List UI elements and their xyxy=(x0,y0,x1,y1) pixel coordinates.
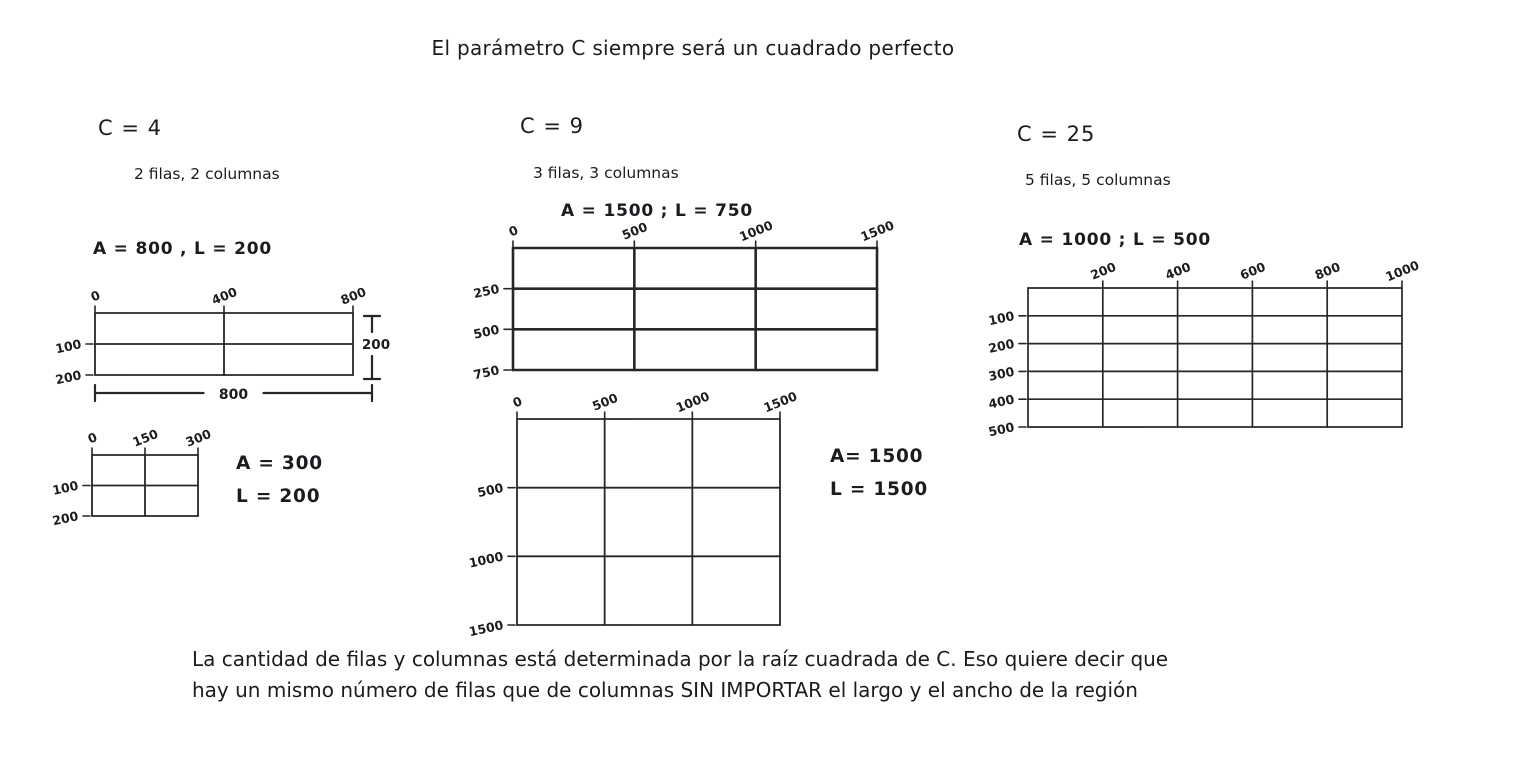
c4-subtitle: 2 filas, 2 columnas xyxy=(134,165,280,183)
svg-text:800: 800 xyxy=(1312,258,1343,283)
footer-line-1: La cantidad de filas y columnas está determinada por la raíz cuadrada de C. Eso quiere decir que xyxy=(192,647,1169,671)
c25-dims-label: A = 1000 ; L = 500 xyxy=(1019,230,1211,250)
svg-text:800: 800 xyxy=(338,283,369,308)
svg-text:0: 0 xyxy=(85,429,100,447)
c25-subtitle: 5 filas, 5 columnas xyxy=(1025,171,1171,189)
c4-small-area-label: A = 300 xyxy=(236,453,323,474)
svg-text:500: 500 xyxy=(590,389,620,414)
svg-text:0: 0 xyxy=(510,393,525,411)
svg-text:1000: 1000 xyxy=(737,217,775,245)
svg-text:400: 400 xyxy=(1163,258,1193,283)
svg-text:100: 100 xyxy=(50,477,80,498)
svg-text:500: 500 xyxy=(986,419,1016,440)
c9-dims-label: A = 1500 ; L = 750 xyxy=(561,201,753,221)
svg-text:200: 200 xyxy=(361,337,391,353)
svg-text:100: 100 xyxy=(53,336,83,357)
svg-text:300: 300 xyxy=(183,425,214,450)
diagram-title: El parámetro C siempre será un cuadrado perfecto xyxy=(431,36,955,60)
footer-line-2: hay un mismo número de filas que de columnas SIN IMPORTAR el largo y el ancho de la región xyxy=(192,677,1138,702)
svg-text:500: 500 xyxy=(475,479,505,501)
svg-text:1500: 1500 xyxy=(761,388,800,416)
c9-heading: C = 9 xyxy=(520,114,584,138)
svg-text:0: 0 xyxy=(506,222,521,240)
svg-text:150: 150 xyxy=(130,425,161,450)
svg-text:800: 800 xyxy=(218,387,249,403)
c4-grid-small-labels xyxy=(236,447,323,513)
svg-text:100: 100 xyxy=(986,308,1016,329)
svg-text:600: 600 xyxy=(1237,258,1268,283)
svg-text:200: 200 xyxy=(53,367,83,388)
svg-text:200: 200 xyxy=(986,335,1016,356)
c4-small-length-label: L = 200 xyxy=(236,486,321,507)
c25-heading: C = 25 xyxy=(1017,122,1096,146)
svg-text:200: 200 xyxy=(50,508,80,529)
svg-text:0: 0 xyxy=(88,287,103,305)
svg-text:300: 300 xyxy=(986,363,1016,384)
svg-text:1000: 1000 xyxy=(673,388,712,416)
svg-text:500: 500 xyxy=(619,218,650,243)
svg-text:750: 750 xyxy=(471,362,501,383)
c4-dims-label: A = 800 , L = 200 xyxy=(93,239,273,259)
svg-text:1500: 1500 xyxy=(467,617,505,640)
svg-text:500: 500 xyxy=(471,321,501,342)
svg-text:250: 250 xyxy=(471,280,501,302)
svg-text:1000: 1000 xyxy=(467,548,505,571)
svg-text:400: 400 xyxy=(209,283,240,308)
c9-subtitle: 3 filas, 3 columnas xyxy=(533,164,679,182)
svg-text:1000: 1000 xyxy=(1383,257,1422,285)
footer-note xyxy=(192,644,1168,705)
c9-bottom-area-label: A= 1500 xyxy=(830,446,924,467)
svg-text:200: 200 xyxy=(1088,258,1119,283)
svg-text:1500: 1500 xyxy=(858,217,897,245)
svg-text:400: 400 xyxy=(986,391,1016,412)
c4-heading: C = 4 xyxy=(98,116,162,140)
c9-grid-bottom-labels xyxy=(830,440,928,506)
c9-bottom-length-label: L = 1500 xyxy=(830,479,929,500)
